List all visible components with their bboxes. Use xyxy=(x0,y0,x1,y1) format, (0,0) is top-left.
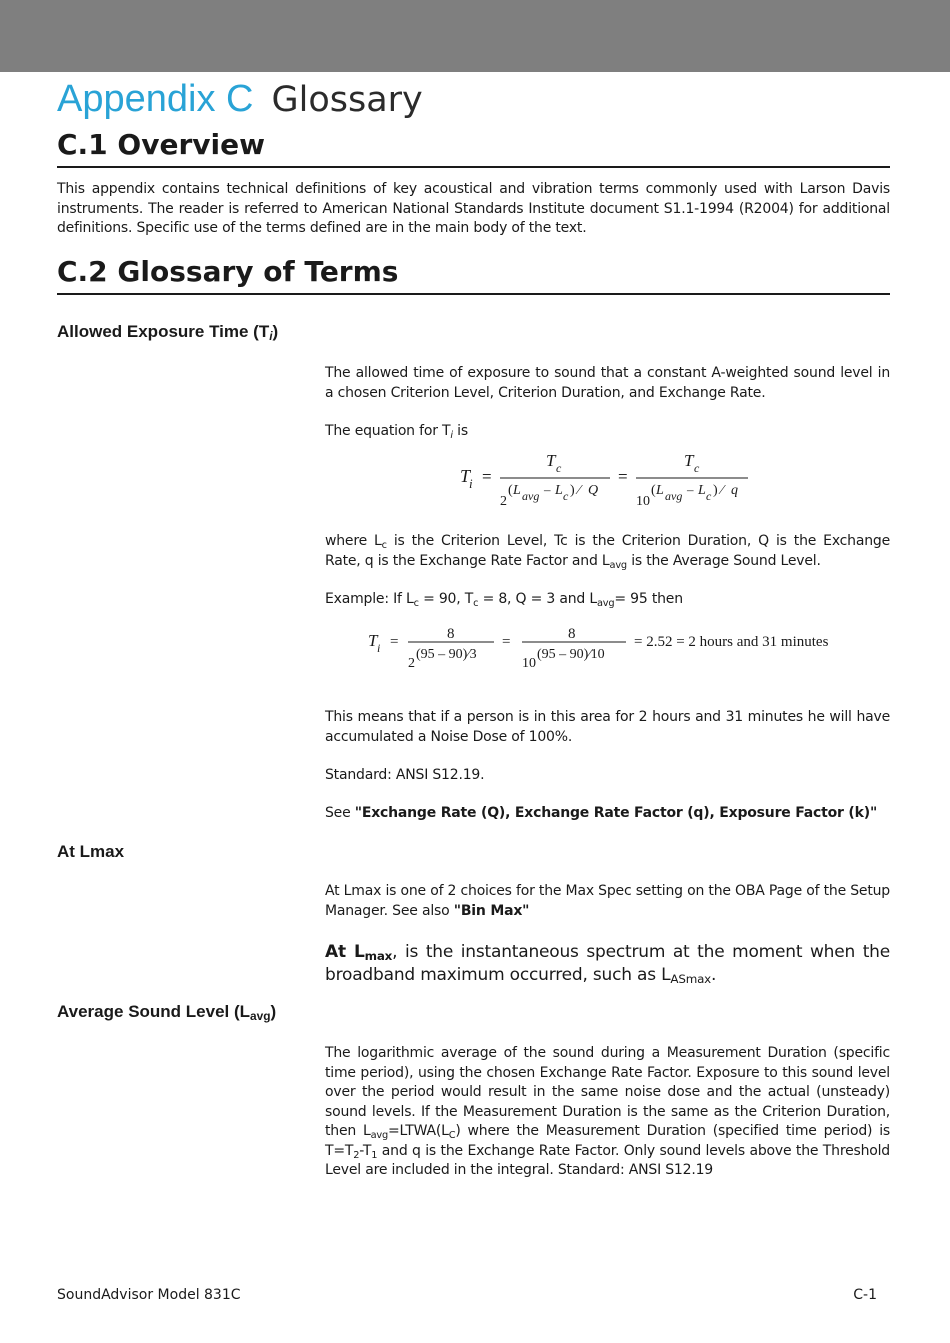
footer-product: SoundAdvisor Model 831C xyxy=(57,1287,241,1303)
at-lmax-desc-a: , is the instantaneous spectrum at the moment when the broadband maximum occurred, such as L xyxy=(325,942,890,985)
avg-def-sub1: avg xyxy=(370,1130,389,1141)
svg-text:L: L xyxy=(698,483,706,498)
svg-text:=: = xyxy=(482,467,492,486)
svg-text:c: c xyxy=(706,489,712,503)
term-subscript: i xyxy=(269,329,273,343)
see-also xyxy=(325,804,890,824)
variables-sub-avg: avg xyxy=(609,559,627,571)
svg-text:2: 2 xyxy=(500,494,507,509)
allowed-exposure-definition: The allowed time of exposure to sound that a constant A-weighted sound level in a chosen Criterion Level, Criterion Duration, and Exchange Rate. xyxy=(325,365,890,401)
page-title xyxy=(57,76,423,123)
equation-intro-sub: i xyxy=(450,430,453,441)
svg-text:L: L xyxy=(555,483,563,498)
term-at-lmax: At Lmax xyxy=(57,842,125,861)
svg-text:–: – xyxy=(544,482,551,497)
avg-def-sub4: 1 xyxy=(371,1149,378,1161)
avg-def-d: -T xyxy=(359,1142,372,1159)
example-text xyxy=(325,590,890,610)
svg-text:2: 2 xyxy=(408,656,415,671)
standard-reference: Standard: ANSI S12.19. xyxy=(325,767,485,783)
footer-page-number: C-1 xyxy=(853,1287,877,1303)
at-lmax-description xyxy=(325,941,890,987)
svg-text:(95 – 90)⁄3: (95 – 90)⁄3 xyxy=(416,647,477,662)
svg-text:T: T xyxy=(368,631,378,650)
svg-text:L: L xyxy=(656,483,664,498)
avg-def-sub2: C xyxy=(448,1130,456,1141)
svg-text:T: T xyxy=(546,451,556,470)
variables-text-b: is the Criterion Level, Tc is the Criterion Duration, Q is the Exchange Rate, q is the Exchange Rate Factor and L xyxy=(325,533,890,569)
header-bar xyxy=(0,0,950,72)
avg-def-e: and q is the Exchange Rate Factor. Only sound levels above the Threshold Level are included in the integral. Standard: ANSI S12.19 xyxy=(325,1142,890,1178)
svg-text:c: c xyxy=(556,461,562,475)
bin-max-link[interactable]: "Bin Max" xyxy=(453,902,530,919)
appendix-title: Glossary xyxy=(271,80,423,120)
variables-text-a: where L xyxy=(325,533,382,549)
average-sound-level-definition xyxy=(325,1044,890,1181)
term-allowed-exposure-time xyxy=(57,321,278,343)
svg-text:8: 8 xyxy=(568,626,576,642)
overview-text: This appendix contains technical definitions of key acoustical and vibration terms commonly used with Larson Davis instruments. The reader is referred to American National Standards Institute document S1.1-1994 (R2004) for additional definitions. Specific use of the terms defined are in the main body of the text. xyxy=(57,181,890,236)
equation-intro-text: The equation for T xyxy=(325,423,451,439)
example-result: = 2.52 = 2 hours and 31 minutes xyxy=(634,634,829,650)
svg-text:8: 8 xyxy=(447,626,455,642)
allowed-exposure-formula xyxy=(450,448,760,512)
see-exchange-rate-link[interactable]: "Exchange Rate (Q), Exchange Rate Factor (q), Exposure Factor (k)" xyxy=(354,805,878,821)
svg-text:q: q xyxy=(731,483,738,498)
overview-heading: C.1 Overview xyxy=(57,128,890,168)
svg-text:T: T xyxy=(684,451,694,470)
svg-text:–: – xyxy=(687,482,694,497)
svg-text:L: L xyxy=(513,483,521,498)
svg-text:=: = xyxy=(502,634,511,650)
variables-sub-c: c xyxy=(381,540,387,551)
svg-text:10: 10 xyxy=(636,494,650,509)
avg-def-b: =LTWA(L xyxy=(388,1123,449,1139)
equation-intro-end: is xyxy=(452,423,468,439)
avg-def-a: The logarithmic average of the sound during a Measurement Duration (specific time period), using the chosen Exchange Rate Factor. Exposure to this sound level over the period would result in the same noise dose and the actual (unsteady) sound levels. If the Measurement Duration is the same as the Criterion Duration, then L xyxy=(325,1045,890,1139)
svg-text:⁄: ⁄ xyxy=(721,483,724,498)
svg-text:i: i xyxy=(377,641,381,655)
svg-text:(: ( xyxy=(508,483,513,498)
at-lmax-desc-sub: ASmax xyxy=(670,972,711,986)
svg-text:): ) xyxy=(570,483,575,498)
example-sub3: avg xyxy=(596,598,615,609)
example-d: = 95 then xyxy=(614,591,683,607)
svg-text:(95 – 90)⁄10: (95 – 90)⁄10 xyxy=(537,647,605,662)
equation-variables xyxy=(325,532,890,571)
example-sub2: c xyxy=(473,598,479,609)
see-prefix: See xyxy=(325,805,355,821)
avg-def-c: ) where the Measurement Duration (specified time period) is T=T xyxy=(325,1123,890,1159)
avg-term-text: Average Sound Level (L xyxy=(57,1002,251,1021)
avg-term-sub: avg xyxy=(250,1009,271,1023)
at-lmax-bold: At L xyxy=(325,942,365,962)
svg-text:T: T xyxy=(460,466,471,486)
term-average-sound-level xyxy=(57,1001,276,1023)
svg-text:c: c xyxy=(694,461,700,475)
appendix-label: Appendix C xyxy=(57,78,254,120)
svg-text:c: c xyxy=(563,489,569,503)
svg-text:i: i xyxy=(469,476,473,491)
glossary-heading: C.2 Glossary of Terms xyxy=(57,255,890,295)
svg-text:avg: avg xyxy=(665,489,683,503)
at-lmax-definition xyxy=(325,882,890,921)
example-formula xyxy=(360,620,860,676)
example-sub1: c xyxy=(413,598,419,609)
svg-text:Q: Q xyxy=(588,483,599,498)
noise-dose-explanation: This means that if a person is in this area for 2 hours and 31 minutes he will have accumulated a Noise Dose of 100%. xyxy=(325,709,890,745)
term-end: ) xyxy=(272,322,279,341)
svg-text:⁄: ⁄ xyxy=(578,483,581,498)
at-lmax-bold-sub: max xyxy=(364,949,393,963)
avg-term-end: ) xyxy=(270,1002,277,1021)
example-a: Example: If L xyxy=(325,591,414,607)
svg-text:avg: avg xyxy=(522,489,540,503)
example-c: = 8, Q = 3 and L xyxy=(478,591,597,607)
at-lmax-desc-b: . xyxy=(711,965,717,985)
example-b: = 90, T xyxy=(418,591,474,607)
equation-intro xyxy=(325,422,890,442)
svg-text:=: = xyxy=(390,634,399,650)
svg-text:10: 10 xyxy=(522,656,536,671)
svg-text:(: ( xyxy=(651,483,656,498)
term-text: Allowed Exposure Time (T xyxy=(57,322,270,341)
svg-text:): ) xyxy=(713,483,718,498)
avg-def-sub3: 2 xyxy=(353,1149,360,1161)
svg-text:=: = xyxy=(618,467,628,486)
variables-text-c: is the Average Sound Level. xyxy=(626,552,821,569)
at-lmax-text: At Lmax is one of 2 choices for the Max Spec setting on the OBA Page of the Setup Manager. See also xyxy=(325,883,890,919)
